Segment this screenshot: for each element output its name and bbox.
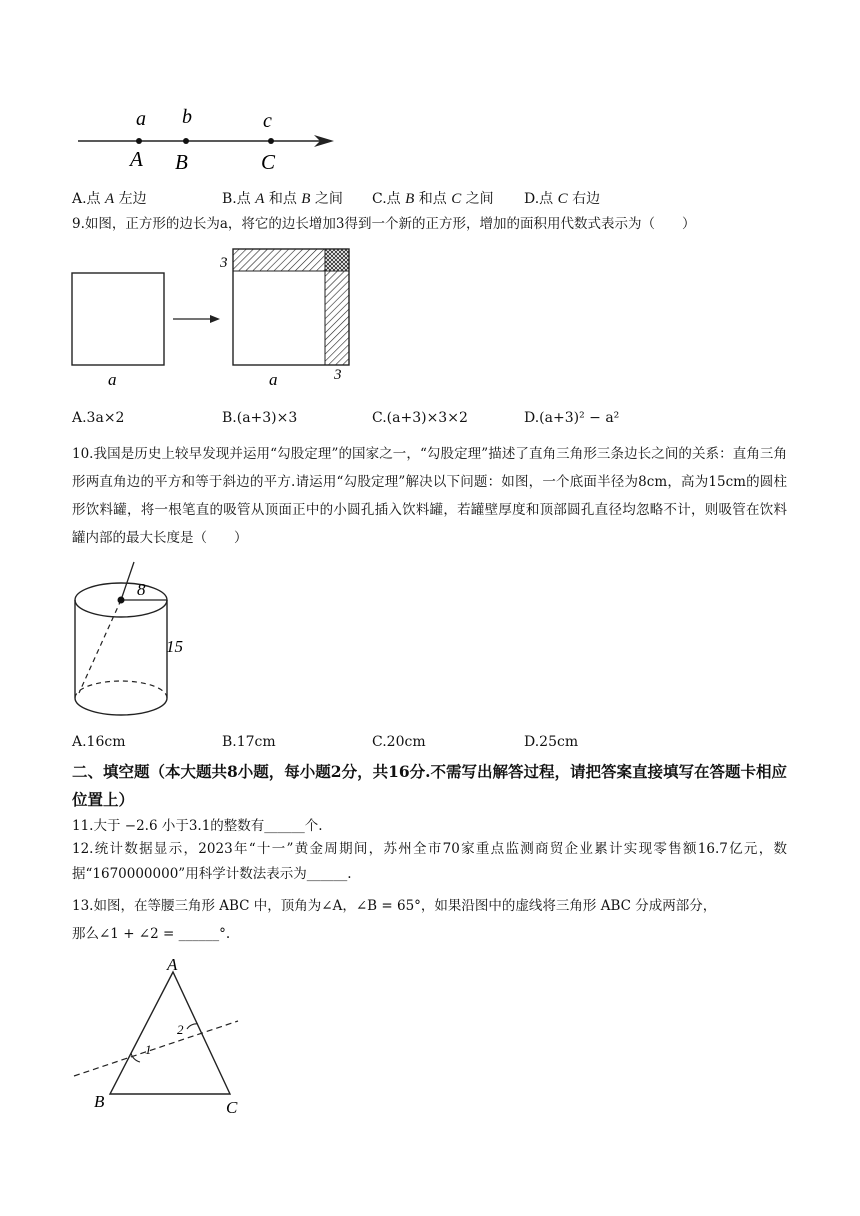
option-text: 之间 (461, 191, 494, 207)
triangle-abc (110, 972, 230, 1094)
option-text: A.点 (72, 191, 106, 207)
right-arrow-icon (210, 315, 220, 323)
option-text: 左边 (114, 191, 147, 207)
q13-line1: 13.如图，在等腰三角形 ABC 中，顶角为∠A，∠B = 65°，如果沿图中的虚线将三角形 ABC 分成两部分， (72, 898, 717, 914)
straw-outside (121, 562, 134, 600)
label-lower-a: a (136, 108, 146, 130)
q9-option-b: B.(a+3)×3 (222, 410, 298, 426)
label-lower-b: b (182, 106, 192, 128)
q13-line2: 那么∠1 + ∠2 = ______°. (72, 926, 231, 942)
q10-cylinder-figure (70, 560, 210, 730)
label-extension-right: 3 (334, 367, 342, 383)
q10-stem: 10.我国是历史上较早发现并运用“勾股定理”的国家之一，“勾股定理”描述了直角三角形三条边长之间的关系：直角三角形两直角边的平方和等于斜边的平方.请运用“勾股定理”解决以下问题：如图，一个底面半径为8cm，高为15cm的圆柱形饮料罐，将一根笔直的吸管从顶面正中的小圆孔插入饮料罐，若罐壁厚度和顶部圆孔直径均忽略不计，则吸管在饮料罐内部的最大长度是（ ） (72, 446, 787, 546)
q10-option-a: A.16cm (72, 734, 126, 750)
q11-stem: 11.大于 −2.6 小于3.1的整数有______个. (72, 818, 323, 834)
label-extension-top: 3 (220, 255, 228, 271)
cylinder-bottom-back (75, 681, 167, 698)
label-side-a-big: a (269, 370, 278, 389)
corner-square-crosshatched (325, 249, 349, 271)
angle-1-arc (131, 1053, 140, 1062)
q13-triangle-figure (70, 952, 250, 1120)
q8-option-d (524, 188, 600, 208)
angle-label-1: 1 (145, 1042, 152, 1057)
option-text: 右边 (567, 191, 601, 207)
label-point-C: C (261, 150, 276, 174)
label-height: 15 (166, 637, 183, 656)
q8-option-a (72, 188, 147, 208)
label-point-B: B (175, 150, 188, 174)
label-point-A: A (130, 147, 143, 171)
vertex-label-c: C (226, 1098, 238, 1117)
option-text: 和点 (264, 191, 302, 207)
option-var: B (301, 191, 311, 207)
q8-number-line-figure (70, 100, 350, 180)
point-b-dot (183, 138, 189, 144)
option-var: C (451, 191, 462, 207)
angle-2-arc (187, 1024, 198, 1029)
q8-option-c (372, 188, 494, 208)
q9-option-c: C.(a+3)×3×2 (372, 410, 468, 426)
label-lower-c: c (263, 110, 272, 132)
original-square (72, 273, 164, 365)
right-strip-hatched (325, 271, 349, 365)
option-text: B.点 (222, 191, 256, 207)
cut-line-dashed (74, 1021, 238, 1076)
vertex-label-a: A (167, 955, 178, 974)
straw-inside-dashed (79, 600, 121, 693)
label-side-a-small: a (108, 370, 117, 389)
q9-option-d: D.(a+3)² − a² (524, 410, 620, 426)
option-var: B (405, 191, 415, 207)
option-var: A (105, 191, 115, 207)
option-text: 和点 (414, 191, 452, 207)
angle-label-2: 2 (177, 1022, 184, 1037)
q10-option-d: D.25cm (524, 734, 579, 750)
option-text: D.点 (524, 191, 558, 207)
option-var: C (557, 191, 568, 207)
option-var: A (255, 191, 265, 207)
top-hole-dot (118, 597, 125, 604)
q9-square-figure (60, 244, 370, 394)
point-a-dot (136, 138, 142, 144)
top-strip-hatched (233, 249, 325, 271)
cylinder-bottom-front (75, 698, 167, 715)
point-c-dot (268, 138, 274, 144)
q10-option-c: C.20cm (372, 734, 426, 750)
q12-stem: 12.统计数据显示，2023年“十一”黄金周期间，苏州全市70家重点监测商贸企业累计实现零售额16.7亿元，数据“1670000000”用科学计数法表示为______. (72, 841, 787, 882)
vertex-label-b: B (94, 1092, 105, 1111)
section-2-heading: 二、填空题（本大题共8小题，每小题2分，共16分.不需写出解答过程，请把答案直接填写在答题卡相应位置上） (72, 762, 788, 809)
q9-stem: 9.如图，正方形的边长为a，将它的边长增加3得到一个新的正方形，增加的面积用代数式表示为（ ） (72, 216, 696, 232)
q10-option-b: B.17cm (222, 734, 276, 750)
q9-option-a: A.3a×2 (72, 410, 125, 426)
label-radius: 8 (137, 580, 146, 599)
option-text: 之间 (310, 191, 343, 207)
q8-option-b (222, 188, 343, 208)
option-text: C.点 (372, 191, 406, 207)
